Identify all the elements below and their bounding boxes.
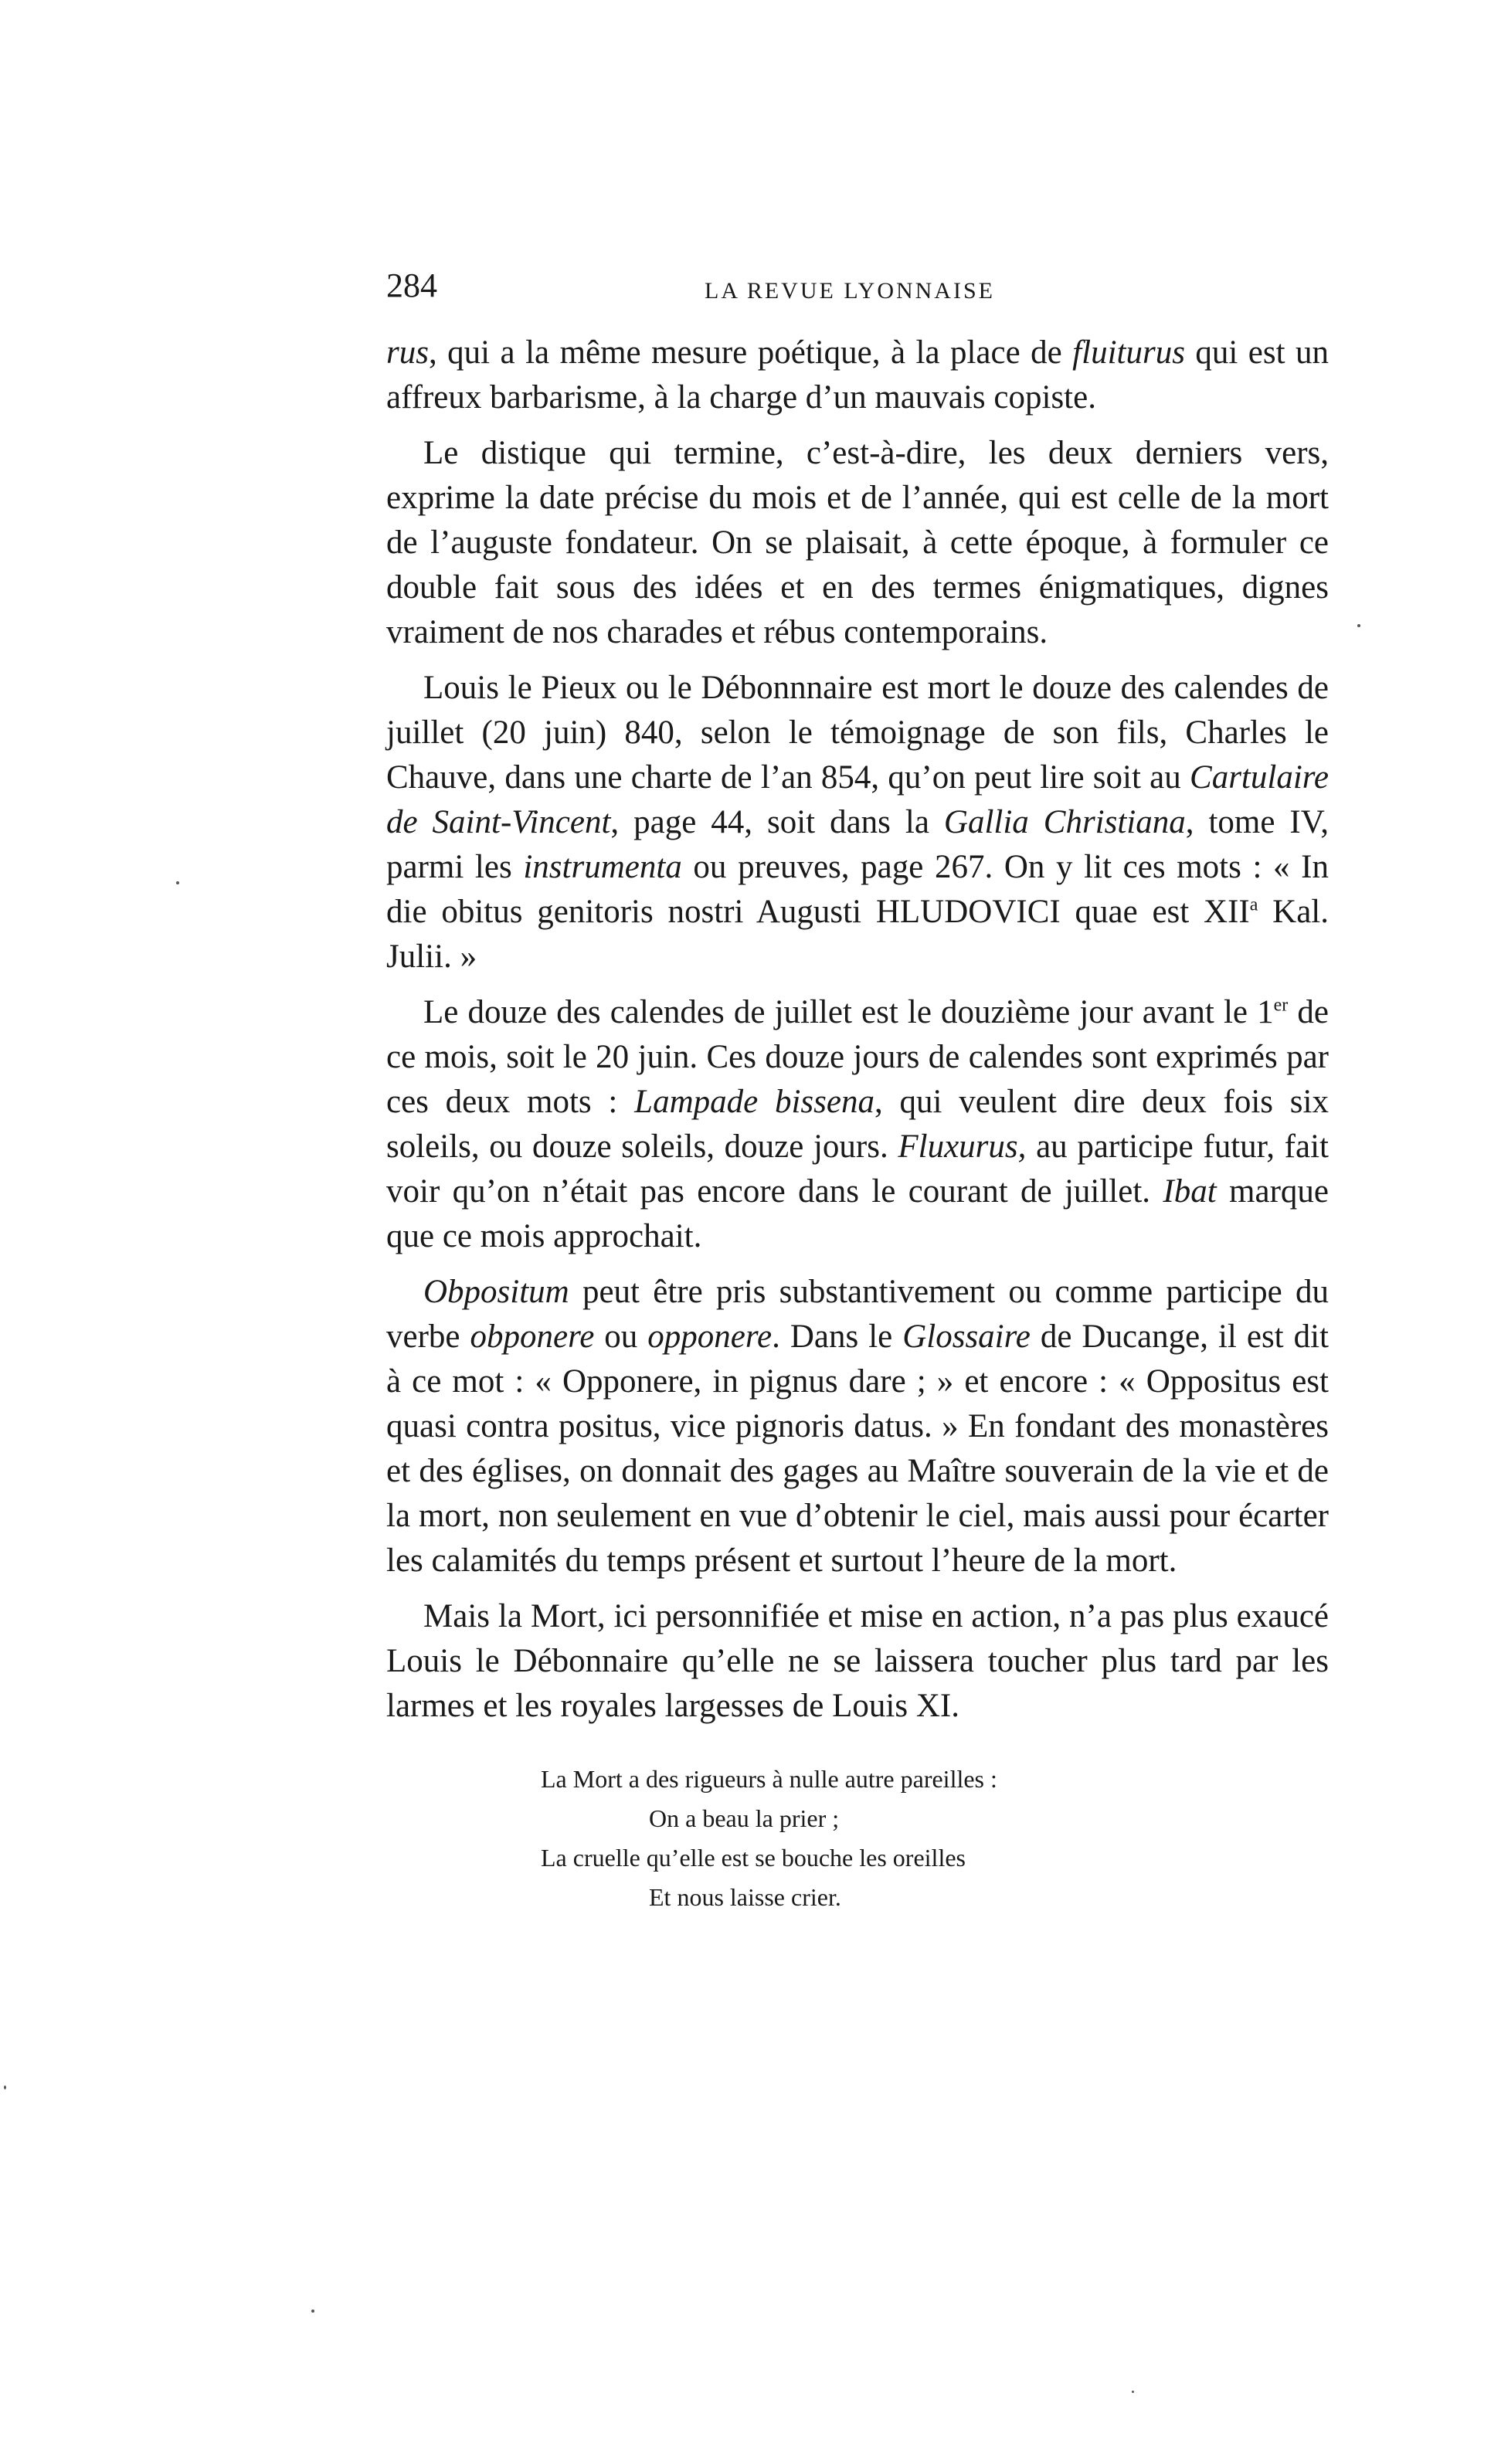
scan-speck <box>176 881 179 884</box>
paragraph-5 <box>386 1270 1329 1583</box>
italic-term: Gallia Christiana <box>943 804 1186 840</box>
text-run: ou preuves, page 267. On y lit ces mots : « In die obitus genitoris nostri Augusti HLUDOVICI quae est XII <box>386 849 1329 930</box>
text-run: . Dans le <box>772 1319 903 1355</box>
text-run: Le douze des calendes de juillet est le douzième jour avant le 1 <box>423 994 1274 1030</box>
paragraph-4 <box>386 990 1329 1259</box>
scan-speck <box>1357 624 1360 627</box>
text-run: de ce mois, soit le 20 juin. Ces douze jours de calendes sont exprimés par ces deux mots : <box>386 994 1329 1120</box>
text-run: qui est un affreux barbarisme, à la charge d’un mauvais copiste. <box>386 334 1329 416</box>
text-run: , qui a la même mesure poétique, à la place de <box>428 334 1073 371</box>
italic-term: fluiturus <box>1072 334 1185 371</box>
paragraph-6 <box>386 1594 1329 1729</box>
text-run: , qui veulent dire deux fois six soleils, ou douze soleils, douze jours. <box>386 1084 1329 1165</box>
text-run: Le distique qui termine, c’est-à-dire, les deux derniers vers, exprime la date précise du mois et de l’année, qui est celle de la mort de l’auguste fondateur. On se plaisait, à cette époque, à formuler ce double fait sous des idées et en des termes énigmatiques, dignes vraiment de nos charades et rébus contemporains. <box>386 435 1329 650</box>
italic-term: Obpositum <box>423 1274 569 1310</box>
text-run: Louis le Pieux ou le Débonnnaire est mort le douze des calendes de juillet (20 juin) 840, selon le témoignage de son fils, Charles le Chauve, dans une charte de l’an 854, qu’on peut lire soit au <box>386 670 1329 796</box>
italic-term: opponere <box>647 1319 773 1355</box>
text-run: Kal. Julii. » <box>386 894 1330 975</box>
running-title: LA REVUE LYONNAISE <box>705 278 995 304</box>
italic-term: rus <box>386 334 429 371</box>
text-run: , page 44, soit dans la <box>610 804 944 840</box>
italic-term: Ibat <box>1163 1173 1217 1210</box>
italic-term: instrumenta <box>523 849 682 885</box>
text-run: Mais la Mort, ici personnifiée et mise en action, n’a pas plus exaucé Louis le Débonnaire qu’elle ne se laissera toucher plus tard par les larmes et les royales largesses de Louis XI. <box>386 1598 1329 1724</box>
italic-term: obponere <box>470 1319 595 1355</box>
text-run: marque que ce mois approchait. <box>386 1173 1329 1254</box>
page-number: 284 <box>386 266 437 304</box>
superscript: er <box>1273 995 1289 1016</box>
italic-term: Lampade bissena <box>634 1084 874 1120</box>
italic-term: Fluxurus, <box>898 1128 1027 1165</box>
text-run: au participe futur, fait voir qu’on n’était pas encore dans le courant de juillet. <box>386 1128 1329 1210</box>
verse-line-2: On a beau la prier ; <box>649 1804 840 1832</box>
verse-line-4: Et nous laisse crier. <box>649 1883 841 1911</box>
scan-speck <box>4 2086 6 2089</box>
text-run: de Ducange, il est dit à ce mot : « Opponere, in pignus dare ; » et encore : « Oppositus est quasi contra positus, vice pignoris datus. » En fondant des monastères et des églises, on donnait des gages au Maître souverain de la vie et de la mort, non seulement en vue d’obtenir le ciel, mais aussi pour écarter les calamités du temps présent et surtout l’heure de la mort. <box>386 1319 1330 1579</box>
italic-term: Glossaire <box>902 1319 1031 1355</box>
body-text <box>386 331 1329 1739</box>
paragraph-3 <box>386 666 1329 979</box>
text-run: peut être pris substantivement ou comme participe du verbe <box>386 1274 1329 1355</box>
paragraph-1 <box>386 331 1329 420</box>
verse-quotation <box>541 1760 997 1917</box>
superscript: a <box>1249 894 1258 915</box>
paragraph-2 <box>386 431 1329 655</box>
text-run: , tome IV, parmi les <box>386 804 1330 885</box>
text-run: ou <box>594 1319 648 1355</box>
scan-speck <box>311 2310 314 2313</box>
verse-line-1: La Mort a des rigueurs à nulle autre pareilles : <box>541 1765 997 1793</box>
italic-term: Cartulaire de Saint-Vincent <box>386 759 1329 840</box>
scan-speck <box>1132 2391 1134 2393</box>
verse-line-3: La cruelle qu’elle est se bouche les oreilles <box>541 1844 966 1872</box>
